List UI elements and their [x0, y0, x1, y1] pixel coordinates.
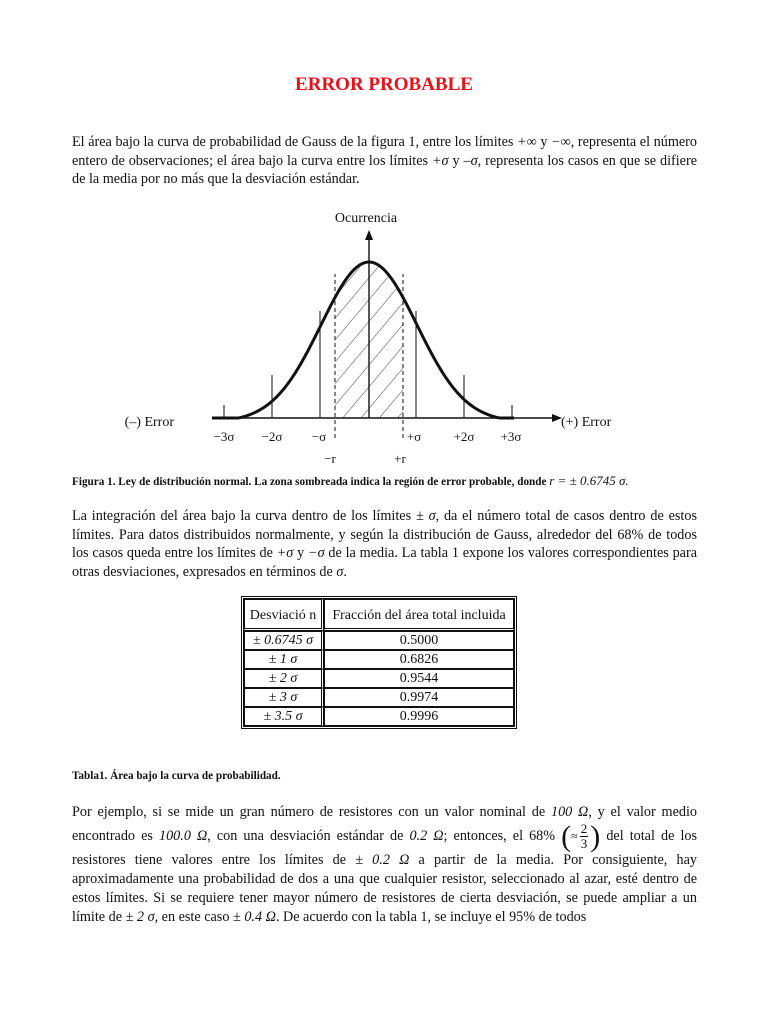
tick-label: +2σ: [453, 429, 475, 444]
y-axis-arrow: [365, 230, 373, 240]
table-cell: ± 1 σ: [244, 650, 324, 669]
fraction: $\frac{2}{3}$: [580, 821, 588, 851]
integration-paragraph: La integración del área bajo la curva dentro de los límites ± σ, da el número total de casos dentro de estos límites. Para datos distribuidos normalmente, y según la distribución de Gauss, alrededor del 68% de todos los casos queda entre los límites de +σ y −σ de la media. La tabla 1 expone los valores correspondientes para otras desviaciones, expresados en términos de σ.: [72, 508, 697, 580]
right-error-label: (+) Error: [561, 415, 612, 430]
tick-label: −2σ: [261, 429, 283, 444]
table-cell: ± 0.6745 σ: [244, 631, 324, 650]
table-row: [244, 707, 514, 726]
area-table: [241, 596, 517, 729]
intro-paragraph: El área bajo la curva de probabilidad de Gauss de la figura 1, entre los límites +∞ y −∞, representa el número entero de observaciones; el área bajo la curva entre los límites +σ y –σ, representa los casos en que se difiere de la media por no más que la desviación estándar.: [72, 134, 697, 187]
table-caption: Tabla1. Área bajo la curva de probabilidad.: [72, 770, 281, 782]
table-row: [244, 650, 514, 669]
fraction-paren: (: [561, 820, 572, 853]
tick-label: −σ: [311, 429, 327, 444]
table-header: Fracción del área total incluida: [324, 599, 514, 631]
tick-label: +3σ: [500, 429, 522, 444]
table-cell: 0.9996: [324, 707, 514, 726]
left-error-label: (–) Error: [124, 415, 174, 430]
tick-label: −3σ: [213, 429, 235, 444]
fraction-paren: ): [590, 820, 601, 853]
example-paragraph: Por ejemplo, si se mide un gran número de resistores con un valor nominal de 100 Ω, y el valor medio encontrado es 100.0 Ω, con una desviación estándar de 0.2 Ω; entonces, el 68% (≈ $\frac{2}{3}$ ) del total de los resistores tiene valores entre los límites de ± 0.2 Ω a partir de la media. Por consiguiente, hay aproximadamente una probabilidad de dos a una que cualquier resistor, seleccionado al azar, esté dentro de estos límites. Si se requiere tener mayor número de resistores de cierta desviación, se puede ampliar a un límite de ± 2 σ, en este caso ± 0.4 Ω. De acuerdo con la tabla 1, se incluye el 95% de todos: [72, 804, 697, 925]
r-label: −r: [324, 451, 336, 466]
page-title: ERROR PROBABLE: [295, 74, 473, 95]
normal-distribution-figure: [100, 206, 640, 468]
table-cell: ± 3.5 σ: [244, 707, 324, 726]
table-row: [244, 631, 514, 650]
table-header: Desviació n: [244, 599, 324, 631]
figure-caption: Figura 1. Ley de distribución normal. La zona sombreada indica la región de error probable, donde r = ± 0.6745 σ.: [72, 473, 629, 488]
y-axis-label: Ocurrencia: [334, 211, 398, 226]
table-row: [244, 669, 514, 688]
table-cell: 0.5000: [324, 631, 514, 650]
table-cell: 0.9974: [324, 688, 514, 707]
table-row: [244, 688, 514, 707]
table-cell: 0.6826: [324, 650, 514, 669]
r-label: +r: [394, 451, 406, 466]
table-cell: 0.9544: [324, 669, 514, 688]
tick-label: +σ: [406, 429, 422, 444]
table-cell: ± 3 σ: [244, 688, 324, 707]
table-cell: ± 2 σ: [244, 669, 324, 688]
